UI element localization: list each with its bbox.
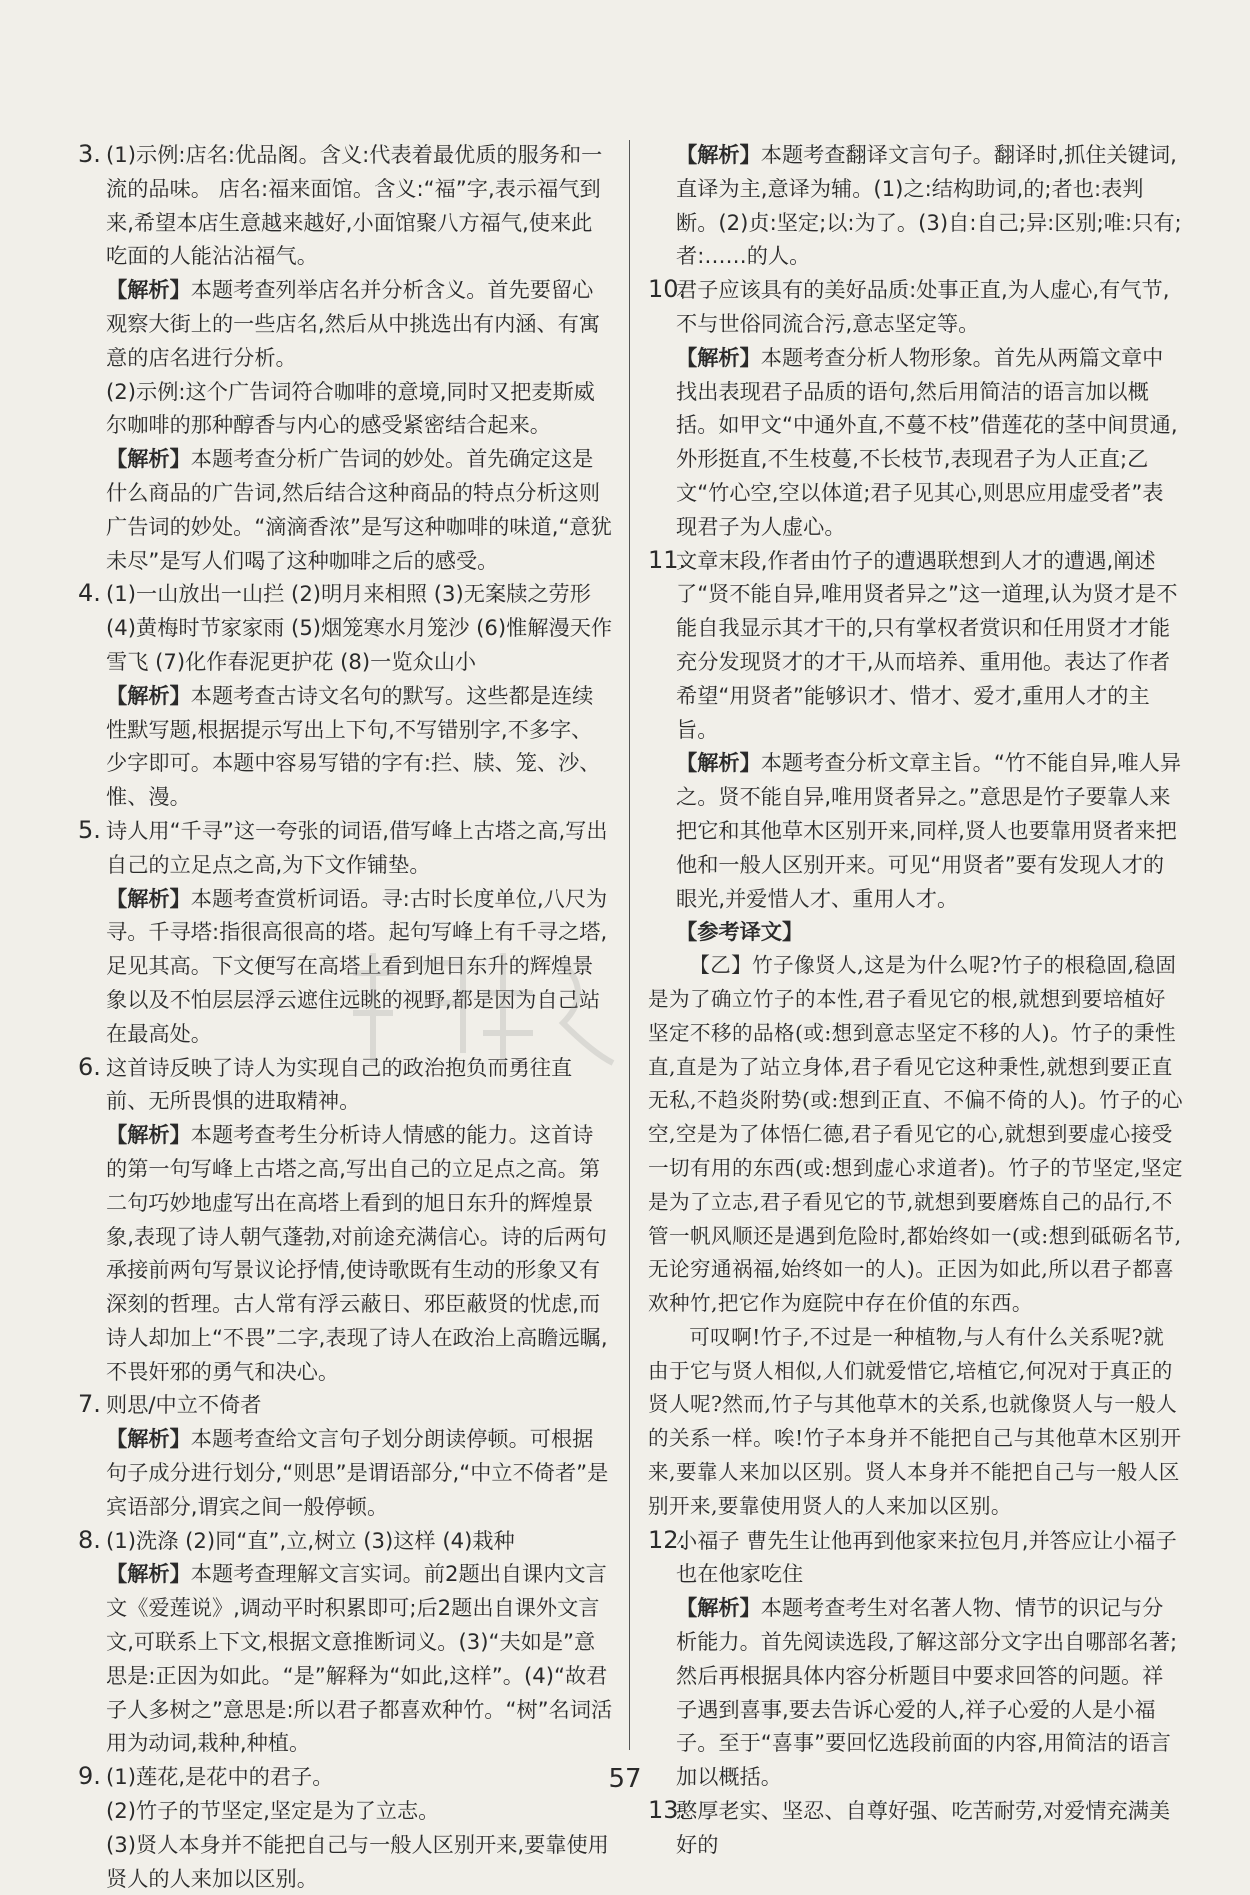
watermark-stamp [333, 933, 633, 1083]
answer-continuation [78, 375, 613, 443]
answer-text: 本题考查理解文言实词。前2题出自课内文言文《爱莲说》,调动平时积累即可;后2题出自课外文言文,可联系上下文,根据文意推断词义。(3)“夫如是”意思是:正因为如此。“是”解释为“如此,这样”。(4)“故君子人多树之”意思是:所以君子都喜欢种竹。“树”名词活用为动词,栽种,种植。 [106, 1561, 613, 1756]
answer-text: 本题考查分析人物形象。首先从两篇文章中找出表现君子品质的语句,然后用简洁的语言加以概括。如甲文“中通外直,不蔓不枝”借莲花的茎中间贯通,外形挺直,不生枝蔓,不长枝节,表现君子为人正直;乙文“竹心空,空以体道;君子见其心,则思应用虚受者”表现君子为人虚心。 [676, 344, 1178, 539]
answer-item [648, 544, 1183, 747]
analysis-tag: 【解析】 [106, 277, 191, 303]
analysis-tag: 【解析】 [676, 1595, 761, 1621]
answer-text: 本题考查给文言句子划分朗读停顿。可根据句子成分进行划分,“则思”是谓语部分,“中立不倚者”是宾语部分,谓宾之间一般停顿。 [106, 1426, 609, 1519]
item-number: 11. [648, 545, 687, 574]
answer-text: (2)竹子的节坚定,坚定是为了立志。 [106, 1798, 440, 1824]
answer-item [78, 577, 613, 678]
analysis-tag: 【参考译文】 [676, 919, 804, 945]
answer-text: 本题考查分析广告词的妙处。首先确定这是什么商品的广告词,然后结合这种商品的特点分析这则广告词的妙处。“滴滴香浓”是写这种咖啡的味道,“意犹未尽”是写人们喝了这种咖啡之后的感受。 [106, 446, 612, 573]
answer-text: 本题考查古诗文名句的默写。这些都是连续性默写题,根据提示写出上下句,不写错别字,不多字、少字即可。本题中容易写错的字有:拦、牍、笼、沙、惟、漫。 [106, 682, 601, 810]
translation-paragraph [648, 1321, 1183, 1524]
answer-text: (1)一山放出一山拦 (2)明月来相照 (3)无案牍之劳形 (4)黄梅时节家家雨 (5)烟笼寒水月笼沙 (6)惟解漫天作雪飞 (7)化作春泥更护花 (8)一览众山小 [106, 581, 613, 674]
answer-text: 本题考查分析文章主旨。“竹不能自异,唯人异之。贤不能自异,唯用贤者异之。”意思是竹子要靠人来把它和其他草木区别开来,同样,贤人也要靠用贤者来把他和一般人区别开来。可见“用贤者”要有发现人才的眼光,并爱惜人才、重用人才。 [676, 750, 1182, 911]
translation-text: 【乙】竹子像贤人,这是为什么呢?竹子的根稳固,稳固是为了确立竹子的本性,君子看见它的根,就想到要培植好坚定不移的品格(或:想到意志坚定不移的人)。竹子的秉性直,直是为了站立身体,君子看见它这种秉性,就想到要正直无私,不趋炎附势(或:想到正直、不偏不倚的人)。竹子的心空,空是为了体悟仁德,君子看见它的心,就想到要虚心接受一切有用的东西(或:想到虚心求道者)。竹子的节坚定,坚定是为了立志,君子看见它的节,就想到要磨炼自己的品行,不管一帆风顺还是遇到危险时,都始终如一(或:想到砥砺名节,无论穷通祸福,始终如一的人)。正因为如此,所以君子都喜欢种竹,把它作为庭院中存在价值的东西。 [648, 953, 1184, 1316]
right-column [648, 138, 1183, 1862]
analysis-tag: 【解析】 [676, 344, 761, 370]
answer-text: (2)示例:这个广告词符合咖啡的意境,同时又把麦斯威尔咖啡的那种醇香与内心的感受紧密结合起来。 [106, 378, 595, 438]
translation-text: 可叹啊!竹子,不过是一种植物,与人有什么关系呢?就由于它与贤人相似,人们就爱惜它,培植它,何况对于真正的贤人呢?然而,竹子与其他草木的关系,也就像贤人与一般人的关系一样。唉!竹子本身并不能把自己与其他草木区别开来,要靠人来加以区别。贤人本身并不能把自己与一般人区别开来,要靠使用贤人的人来加以区别。 [648, 1324, 1182, 1518]
item-number: 3. [78, 140, 101, 168]
item-number: 4. [78, 579, 101, 608]
answer-item [648, 1524, 1183, 1592]
analysis-tag: 【解析】 [676, 142, 761, 167]
analysis-block [78, 273, 613, 374]
answer-text: 君子应该具有的美好品质:处事正直,为人虚心,有气节,不与世俗同流合污,意志坚定等。 [676, 277, 1170, 336]
answer-item [648, 273, 1183, 341]
item-number: 5. [78, 815, 101, 844]
answer-text: 这首诗反映了诗人为实现自己的政治抱负而勇往直前、无所畏惧的进取精神。 [106, 1054, 573, 1114]
analysis-tag: 【解析】 [106, 446, 191, 472]
answer-item [78, 814, 613, 882]
item-number: 6. [78, 1052, 101, 1081]
analysis-block [78, 679, 613, 814]
translation-paragraph [648, 949, 1183, 1321]
answer-text: (3)贤人本身并不能把自己与一般人区别开来,要靠使用贤人的人来加以区别。 [106, 1831, 609, 1891]
analysis-block [648, 915, 1183, 949]
item-number: 7. [78, 1390, 101, 1419]
answer-text: 本题考查列举店名并分析含义。首先要留心观察大街上的一些店名,然后从中挑选出有内涵、有寓意的店名进行分析。 [106, 277, 601, 370]
analysis-block [648, 746, 1183, 915]
answer-text: 则思/中立不倚者 [106, 1392, 262, 1418]
answer-item [78, 1524, 613, 1558]
answer-text: 本题考查考生对名著人物、情节的识记与分析能力。首先阅读选段,了解这部分文字出自哪部名著;然后再根据具体内容分析题目中要求回答的问题。祥子遇到喜事,要去告诉心爱的人,祥子心爱的人是小福子。至于“喜事”要回忆选段前面的内容,用简洁的语言加以概括。 [676, 1595, 1178, 1790]
analysis-tag: 【解析】 [676, 750, 761, 776]
answer-item [78, 138, 613, 273]
analysis-tag: 【解析】 [106, 1561, 191, 1587]
analysis-block [78, 1557, 613, 1760]
answer-text: 文章末段,作者由竹子的遭遇联想到人才的遭遇,阐述了“贤不能自异,唯用贤者异之”这一道理,认为贤才是不能自我显示其才干的,只有掌权者赏识和任用贤才才能充分发现贤才的才干,从而培养、重用他。表达了作者希望“用贤者”能够识才、惜才、爱才,重用人才的主旨。 [676, 547, 1178, 742]
answer-text: 小福子 曹先生让他再到他家来拉包月,并答应让小福子也在他家吃住 [676, 1527, 1177, 1587]
answer-text: (1)洗涤 (2)同“直”,立,树立 (3)这样 (4)栽种 [106, 1527, 515, 1553]
analysis-block [648, 138, 1183, 273]
item-number: 12. [648, 1525, 687, 1554]
answer-text: (1)莲花,是花中的君子。 [106, 1764, 334, 1790]
answer-text: 本题考查赏析词语。寻:古时长度单位,八尺为寻。千寻塔:指很高很高的塔。起句写峰上有千寻之塔,足见其高。下文便写在高塔上看到旭日东升的辉煌景象以及不怕层层浮云遮住远眺的视野,都是因为自己站在最高处。 [106, 885, 608, 1046]
answer-text: (1)示例:店名:优品阁。含义:代表着最优质的服务和一流的品味。 店名:福来面馆。含义:“福”字,表示福气到来,希望本店生意越来越好,小面馆聚八方福气,使来此吃面的人能沾沾福气。 [106, 142, 603, 269]
analysis-tag: 【解析】 [106, 682, 191, 708]
answer-text: 憨厚老实、坚忍、自尊好强、吃苦耐劳,对爱情充满美好的 [676, 1798, 1171, 1857]
answer-continuation [78, 1828, 613, 1895]
analysis-tag: 【解析】 [106, 1122, 191, 1148]
analysis-tag: 【解析】 [106, 885, 191, 911]
item-number: 13. [648, 1796, 687, 1825]
answer-continuation [78, 1794, 613, 1828]
item-number: 8. [78, 1525, 101, 1554]
item-number: 10. [648, 275, 687, 304]
page-number: 57 [608, 1764, 642, 1794]
answer-item [648, 1794, 1183, 1862]
analysis-tag: 【解析】 [106, 1426, 191, 1452]
analysis-block [78, 1422, 613, 1523]
answer-text: 本题考查考生分析诗人情感的能力。这首诗的第一句写峰上古塔之高,写出自己的立足点之高。第二句巧妙地虚写出在高塔上看到的旭日东升的辉煌景象,表现了诗人朝气蓬勃,对前途充满信心。诗的后两句承接前两句写景议论抒情,使诗歌既有生动的形象又有深刻的哲理。古人常有浮云蔽日、邪臣蔽贤的忧虑,而诗人却加上“不畏”二字,表现了诗人在政治上高瞻远瞩,不畏奸邪的勇气和决心。 [106, 1122, 608, 1384]
answer-item [78, 1388, 613, 1422]
item-number: 9. [78, 1762, 101, 1791]
analysis-block [648, 341, 1183, 544]
answer-text: 本题考查翻译文言句子。翻译时,抓住关键词,直译为主,意译为辅。(1)之:结构助词,的;者也:表判断。(2)贞:坚定;以:为了。(3)自:自己;异:区别;唯:只有;者:……的人。 [676, 142, 1182, 269]
analysis-block [78, 442, 613, 577]
analysis-block [78, 1118, 613, 1388]
answer-text: 诗人用“千寻”这一夸张的词语,借写峰上古塔之高,写出自己的立足点之高,为下文作铺垫。 [106, 817, 608, 877]
